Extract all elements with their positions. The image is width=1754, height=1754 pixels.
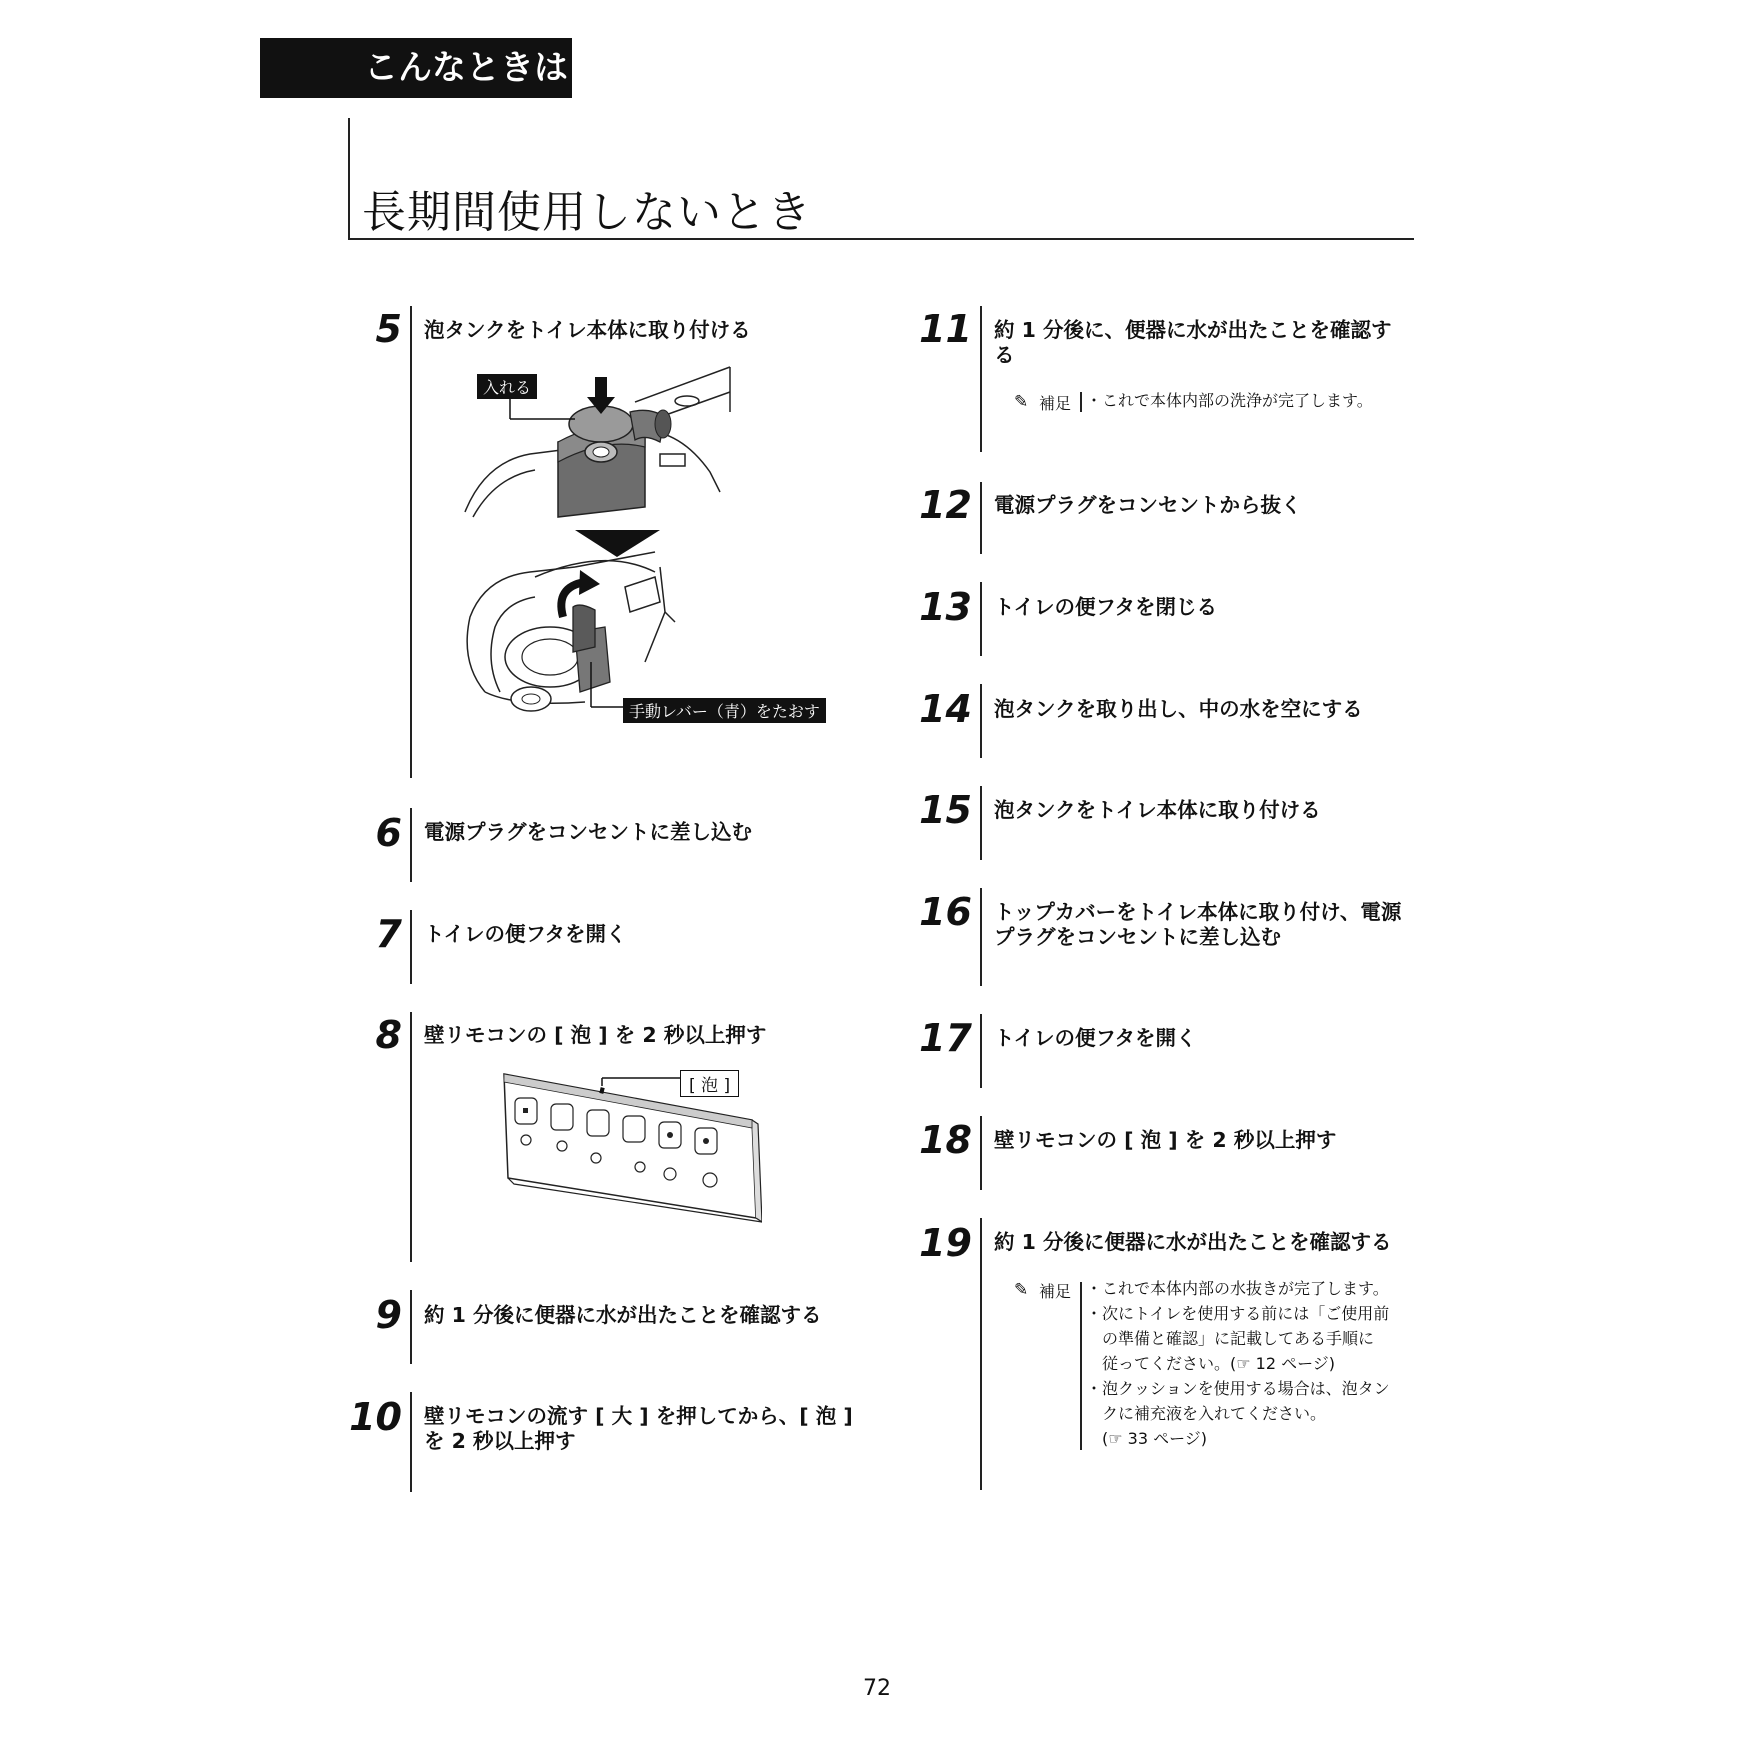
step-text: 電源プラグをコンセントに差し込む [424, 820, 752, 844]
step-bar [980, 888, 982, 986]
step-number: 19 [919, 1221, 972, 1265]
step-bar [980, 1014, 982, 1088]
pencil-icon: ✎ [1014, 1280, 1029, 1300]
step-text: 壁リモコンの [ 泡 ] を 2 秒以上押す [424, 1023, 767, 1047]
step-text: 泡タンクを取り出し、中の水を空にする [994, 697, 1363, 721]
note-line: (☞ 33 ページ) [1086, 1429, 1208, 1448]
step-text: 壁リモコンの [ 泡 ] を 2 秒以上押す [994, 1128, 1337, 1152]
note-list [1086, 1276, 1390, 1451]
step-number: 14 [919, 687, 972, 731]
note-line: ・泡クッションを使用する場合は、泡タン [1086, 1379, 1390, 1398]
step-text: トイレの便フタを開く [994, 1026, 1197, 1050]
step-bar [410, 808, 412, 882]
note-text: ・これで本体内部の洗浄が完了します。 [1086, 391, 1373, 410]
step-number: 7 [375, 912, 402, 956]
note-label: 補足 [1039, 394, 1072, 413]
step-number: 9 [375, 1293, 402, 1337]
step-number: 12 [919, 483, 972, 527]
step-bar [980, 786, 982, 860]
title-rule-vertical [348, 118, 350, 240]
step-text: トイレの便フタを閉じる [994, 595, 1218, 619]
foam-tank-install-illustration [455, 362, 835, 742]
step-text: 電源プラグをコンセントから抜く [994, 493, 1302, 517]
foam-button-callout: [ 泡 ] [680, 1070, 739, 1097]
step-number: 15 [919, 788, 972, 832]
note-label: 補足 [1039, 1282, 1072, 1301]
step-number: 18 [919, 1118, 972, 1162]
note-divider [1080, 392, 1082, 412]
step-text: を 2 秒以上押す [424, 1429, 576, 1453]
step-bar [410, 910, 412, 984]
insert-callout: 入れる [477, 374, 537, 399]
note-divider [1080, 1282, 1082, 1450]
step-bar [410, 1012, 412, 1262]
step-number: 17 [919, 1016, 972, 1060]
step-number: 11 [919, 307, 972, 351]
step-bar [980, 306, 982, 452]
step-number: 5 [375, 307, 402, 351]
step-bar [980, 684, 982, 758]
step-number: 6 [375, 811, 402, 855]
note-line: 従ってください。(☞ 12 ページ) [1086, 1354, 1336, 1373]
step-text: 泡タンクをトイレ本体に取り付ける [424, 318, 751, 342]
step-bar [980, 1116, 982, 1190]
page-title: 長期間使用しないとき [362, 187, 812, 238]
note-line: ・これで本体内部の水抜きが完了します。 [1086, 1279, 1389, 1298]
lever-callout: 手動レバー（青）をたおす [623, 698, 826, 723]
step-text: 約 1 分後に、便器に水が出たことを確認す [994, 318, 1392, 342]
step-number: 13 [919, 585, 972, 629]
note-line: クに補充液を入れてください。 [1086, 1404, 1327, 1423]
section-tab: こんなときは [260, 38, 572, 98]
step-bar [980, 582, 982, 656]
step-text: プラグをコンセントに差し込む [994, 925, 1281, 949]
step-text: 約 1 分後に便器に水が出たことを確認する [994, 1230, 1392, 1254]
step-bar [410, 1290, 412, 1364]
step-text: 壁リモコンの流す [ 大 ] を押してから、[ 泡 ] [424, 1404, 853, 1428]
step-text: 約 1 分後に便器に水が出たことを確認する [424, 1303, 822, 1327]
step-text: る [994, 343, 1015, 367]
pencil-icon: ✎ [1014, 392, 1029, 412]
step-number: 16 [919, 890, 972, 934]
note-line: の準備と確認」に記載してある手順に [1086, 1329, 1375, 1348]
step-text: 泡タンクをトイレ本体に取り付ける [994, 798, 1321, 822]
step-bar [410, 306, 412, 778]
page-number: 72 [863, 1676, 891, 1701]
step-text: トイレの便フタを開く [424, 922, 627, 946]
step-bar [980, 482, 982, 554]
step-text: トップカバーをトイレ本体に取り付け、電源 [994, 900, 1402, 924]
note-line: ・次にトイレを使用する前には「ご使用前 [1086, 1304, 1390, 1323]
step-number: 10 [349, 1395, 402, 1439]
step-bar [410, 1392, 412, 1492]
step-bar [980, 1218, 982, 1490]
step-number: 8 [375, 1013, 402, 1057]
